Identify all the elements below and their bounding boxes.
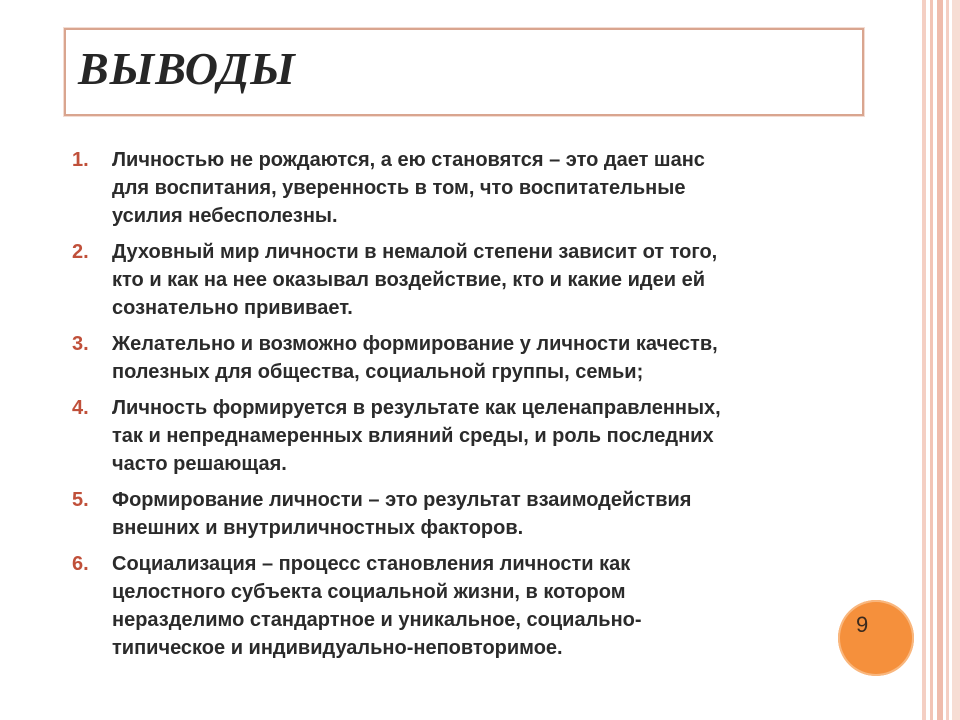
list-item-3 bbox=[72, 330, 917, 386]
list-item-text: Личность формируется в результате как целенаправленных, так и непреднамеренных влияний среды, и роль последних часто решающая. bbox=[112, 397, 721, 475]
list-item-text: Социализация – процесс становления личности как целостного субъекта социальной жизни, в котором неразделимо стандартное и уникальное, социально- типическое и индивидуально-неповторимое. bbox=[112, 553, 642, 659]
list-item-number: 3. bbox=[72, 333, 89, 355]
list-item-text: Желательно и возможно формирование у личности качеств, полезных для общества, социальной группы, семьи; bbox=[112, 333, 718, 383]
list-item-text: Формирование личности – это результат взаимодействия внешних и внутриличностных факторов. bbox=[112, 489, 692, 539]
decorative-stripe bbox=[930, 0, 933, 720]
list-item-2 bbox=[72, 238, 917, 322]
slide-title: ВЫВОДЫ bbox=[78, 43, 296, 94]
list-item-1 bbox=[72, 146, 917, 230]
page-number: 9 bbox=[856, 612, 869, 637]
list-item-4 bbox=[72, 394, 917, 478]
list-item-number: 6. bbox=[72, 553, 89, 575]
list-item-number: 1. bbox=[72, 149, 89, 171]
list-item-number: 5. bbox=[72, 489, 89, 511]
list-item-number: 4. bbox=[72, 397, 89, 419]
list-item-text: Личностью не рождаются, а ею становятся – это дает шанс для воспитания, уверенность в том, что воспитательные усилия небесполезны. bbox=[112, 149, 705, 227]
list-item-6 bbox=[72, 550, 917, 662]
list-item-5 bbox=[72, 486, 917, 542]
title-box bbox=[64, 28, 864, 116]
list-item-number: 2. bbox=[72, 241, 89, 263]
page-number-badge bbox=[838, 600, 914, 676]
decorative-stripe bbox=[952, 0, 960, 720]
decorative-stripe bbox=[946, 0, 949, 720]
list-item-text: Духовный мир личности в немалой степени зависит от того, кто и как на нее оказывал воздействие, кто и какие идеи ей сознательно прививает. bbox=[112, 241, 718, 319]
decorative-stripe bbox=[922, 0, 926, 720]
conclusions-list bbox=[72, 146, 917, 670]
decorative-stripe bbox=[937, 0, 943, 720]
